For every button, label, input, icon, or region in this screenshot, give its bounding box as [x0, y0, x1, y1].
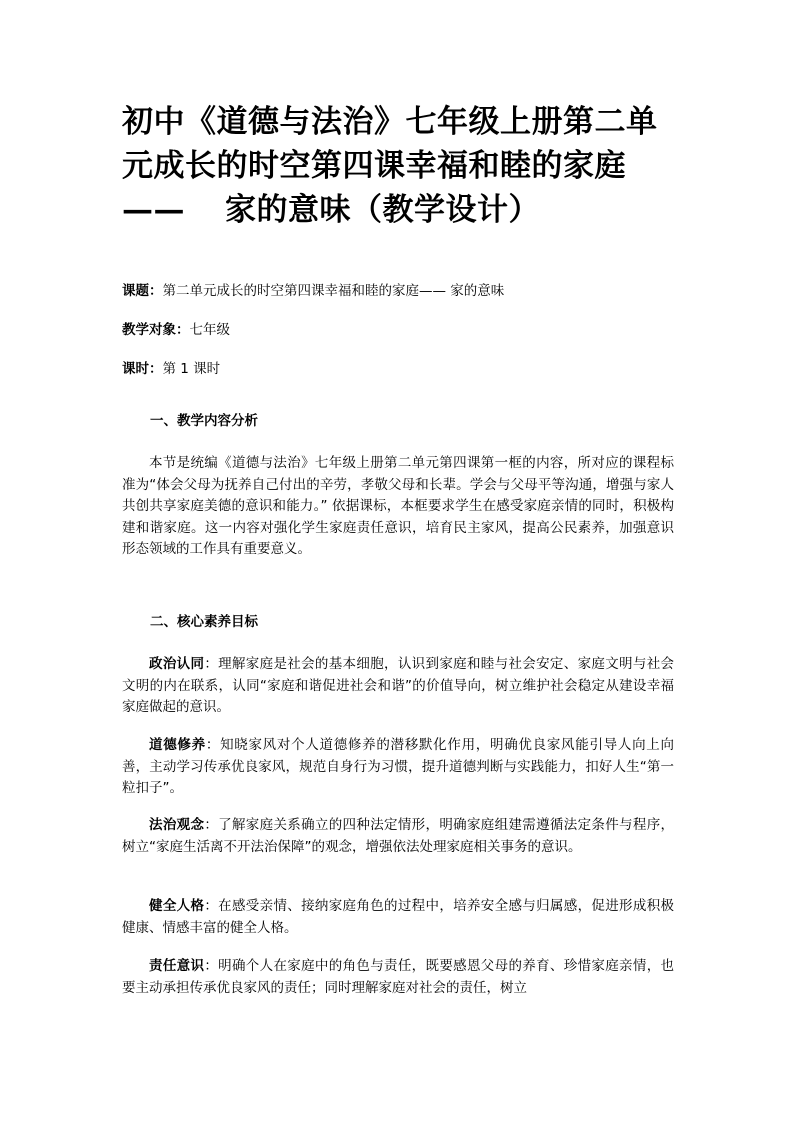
goal-label: 责任意识 — [149, 958, 205, 974]
title-line-3 — [122, 188, 682, 232]
title-line-2: 元成长的时空第四课幸福和睦的家庭 — [122, 148, 626, 184]
goal-political-identity — [122, 654, 674, 719]
goal-sep: ： — [204, 898, 219, 914]
audience-label: 教学对象： — [122, 322, 190, 338]
goal-text: 理解家庭是社会的基本细胞，认识到家庭和睦与社会安定、家庭文明与社会文明的内在联系，认同“家庭和谐促进社会和谐”的价值导向，树立维护社会稳定从建设幸福家庭做起的意识。 — [122, 656, 675, 715]
goal-text: 在感受亲情、接纳家庭角色的过程中，培养安全感与归属感，促进形成积极健康、情感丰富的健全人格。 — [122, 898, 675, 936]
goal-sound-personality — [122, 896, 674, 939]
topic-value: 第二单元成长的时空第四课幸福和睦的家庭—— 家的意味 — [162, 283, 505, 299]
goal-text: 知晓家风对个人道德修养的潜移默化作用，明确优良家风能引导人向上向善，主动学习传承优良家风，规范自身行为习惯，提升道德判断与实践能力，扣好人生“第一粒扣子”。 — [122, 737, 675, 796]
meta-audience — [122, 320, 230, 340]
goal-sep: ： — [204, 958, 219, 974]
document-title — [122, 100, 682, 232]
goal-rule-of-law — [122, 815, 674, 858]
goal-label: 法治观念 — [149, 817, 205, 833]
section-1-heading: 一、教学内容分析 — [150, 413, 258, 429]
topic-label: 课题： — [122, 283, 163, 299]
meta-topic — [122, 281, 504, 301]
goal-label: 道德修养 — [149, 737, 206, 753]
goal-responsibility — [122, 956, 674, 999]
goal-sep: ： — [204, 656, 219, 672]
goal-label: 健全人格 — [149, 898, 205, 914]
hours-value: 第 1 课时 — [162, 361, 221, 377]
goal-text: 明确个人在家庭中的角色与责任，既要感恩父母的养育、珍惜家庭亲情，也要主动承担传承优良家风的责任；同时理解家庭对社会的责任，树立 — [122, 958, 675, 996]
section-1-body: 本节是统编《道德与法治》七年级上册第二单元第四课第一框的内容，所对应的课程标准为“体会父母为抚养自己付出的辛劳，孝敬父母和长辈。学会与父母平等沟通，增强与家人共创共享家庭美德的意识和能力。” 依据课标，本框要求学生在感受家庭亲情的同时，积极构建和谐家庭。这一内容对强化学生家庭责任意识，培育民主家风，提高公民素养，加强意识形态领域的工作具有重要意义。 — [122, 455, 674, 557]
title-line-1: 初中《道德与法治》七年级上册第二单 — [122, 104, 658, 140]
section-2-heading: 二、核心素养目标 — [150, 614, 258, 630]
title-dash: —— — [122, 192, 185, 228]
goal-sep: ： — [204, 817, 219, 833]
title-subtitle: 家的意味（教学设计） — [225, 192, 540, 228]
goal-sep: ： — [205, 737, 221, 753]
hours-label: 课时： — [122, 361, 163, 377]
goal-label: 政治认同 — [149, 656, 205, 672]
goal-text: 了解家庭关系确立的四种法定情形，明确家庭组建需遵循法定条件与程序，树立“家庭生活离不开法治保障”的观念，增强依法处理家庭相关事务的意识。 — [122, 817, 675, 855]
goal-moral-cultivation — [122, 735, 674, 800]
audience-value: 七年级 — [189, 322, 230, 338]
meta-hours — [122, 359, 220, 379]
